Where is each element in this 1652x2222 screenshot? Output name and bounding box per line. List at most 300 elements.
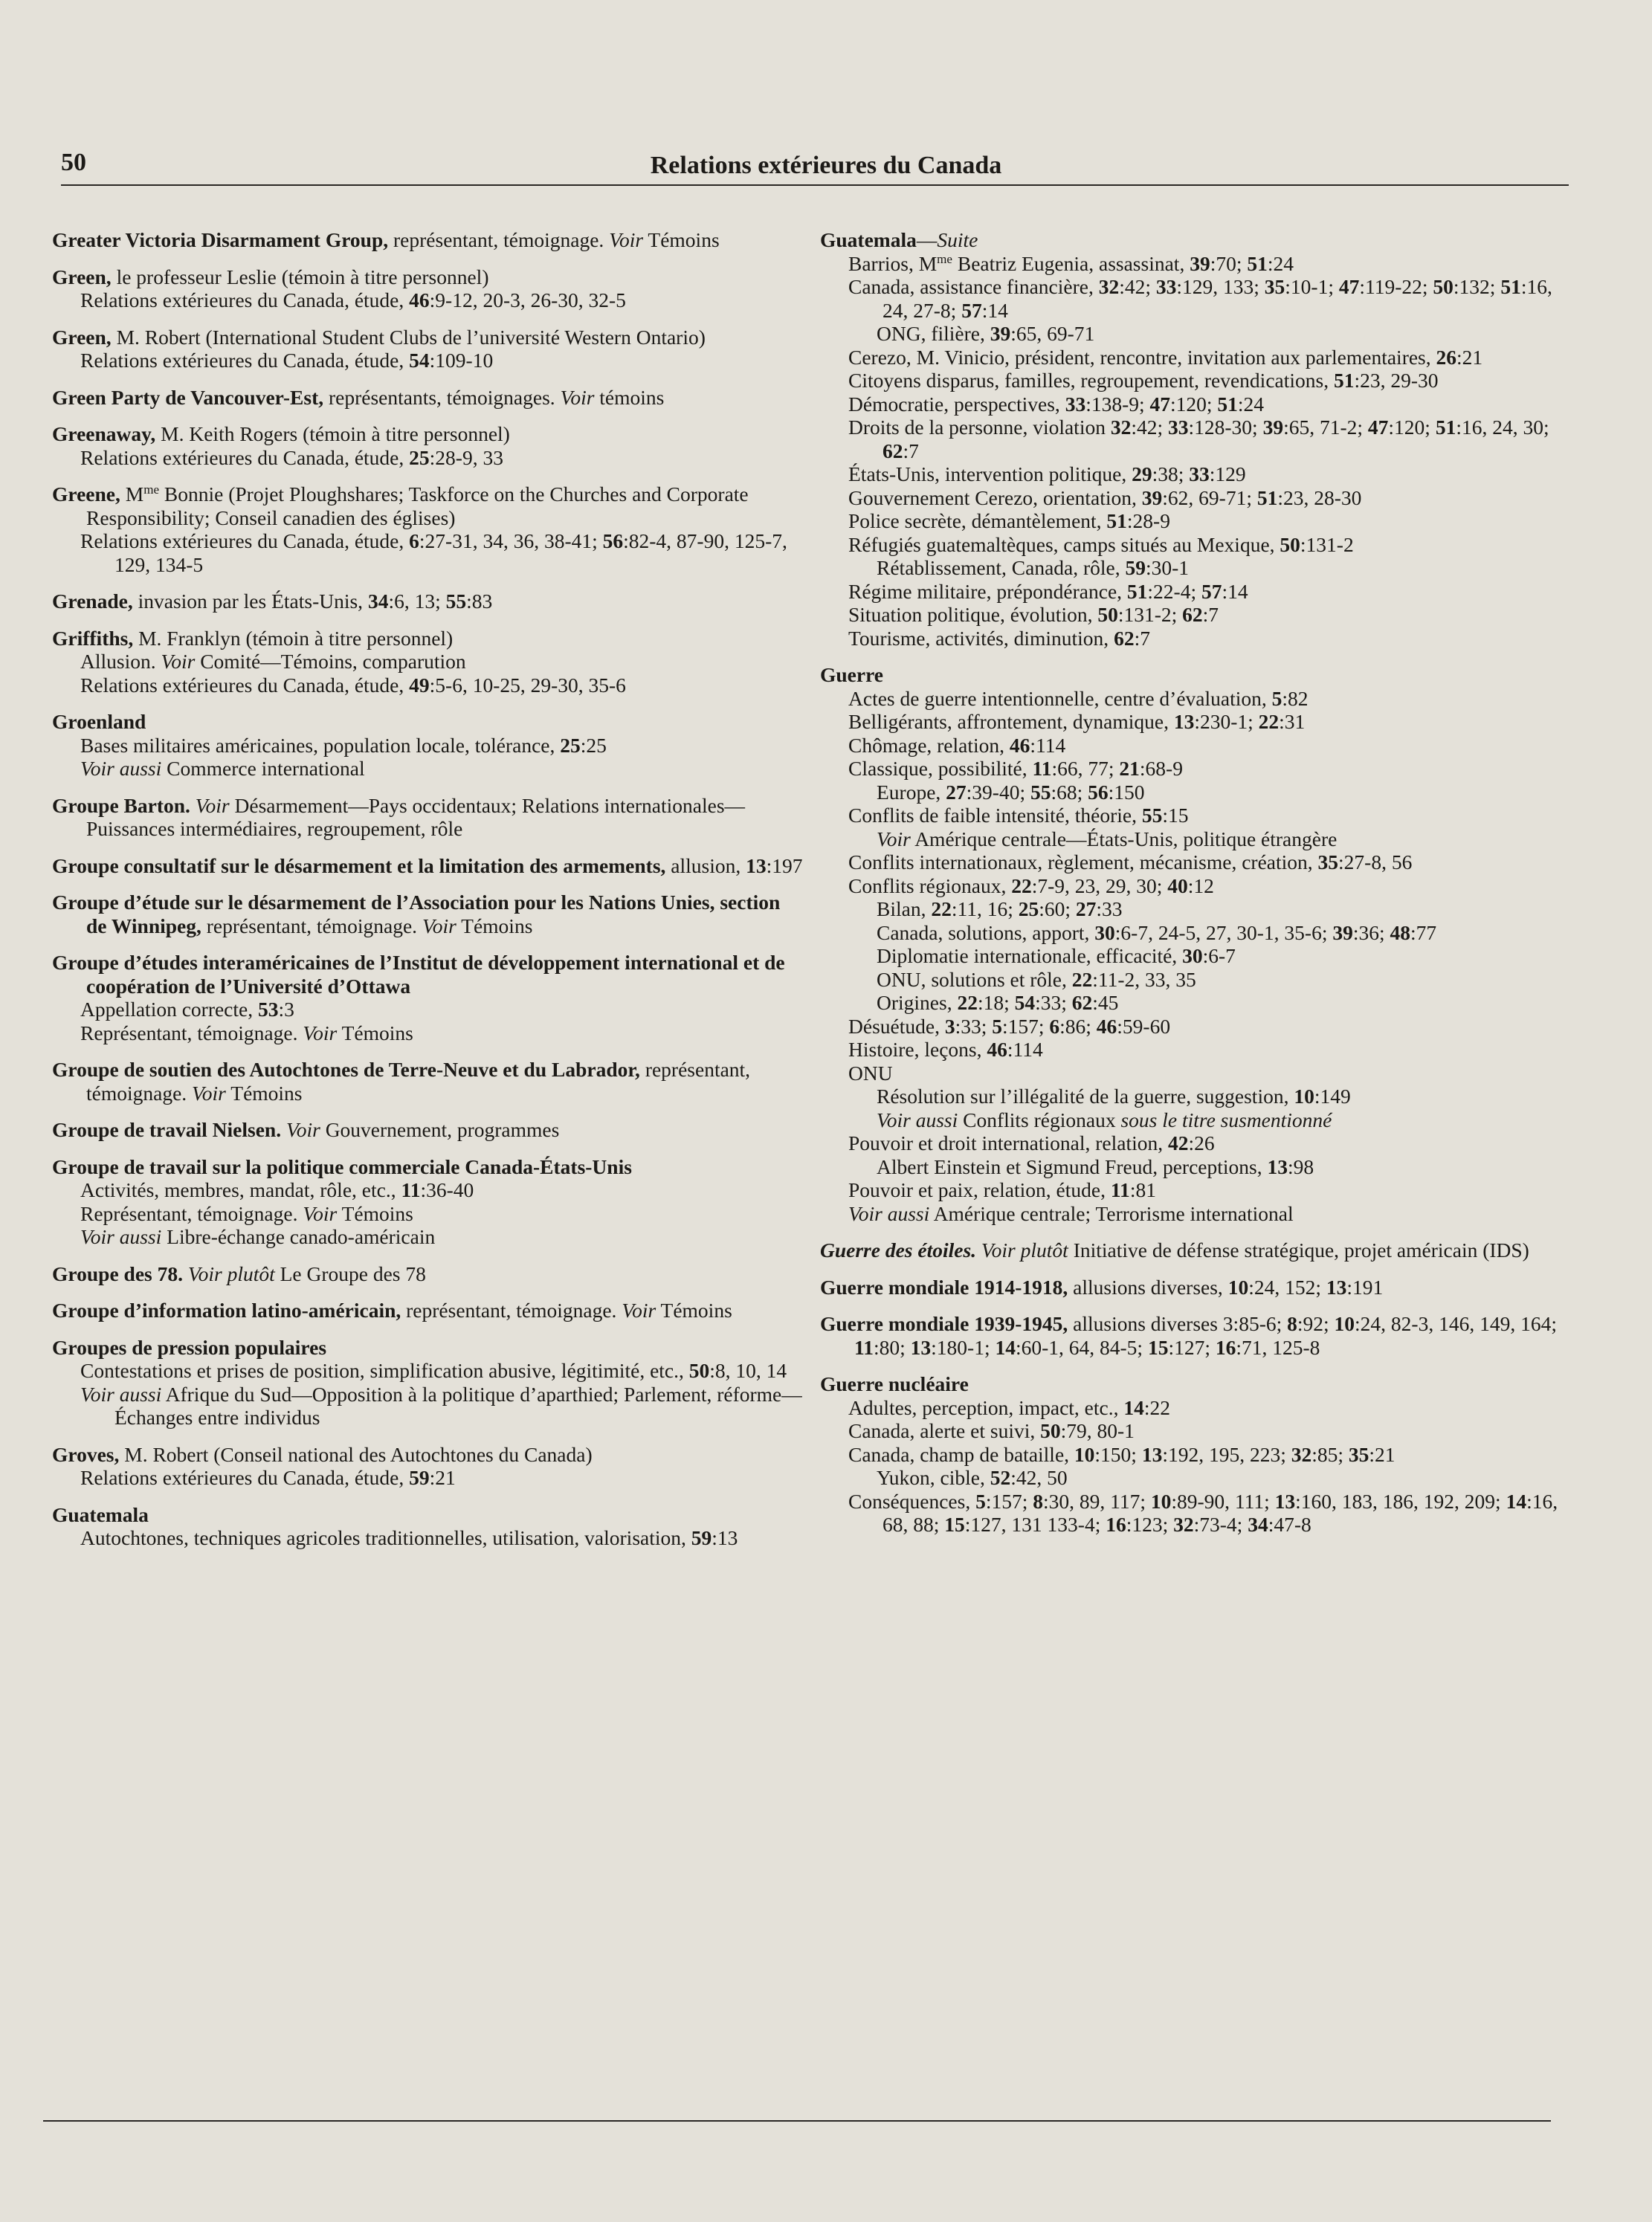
index-text-segment: Activités, membres, mandat, rôle, etc., <box>80 1178 401 1201</box>
index-text-segment: Le Groupe des 78 <box>274 1262 426 1285</box>
index-text-segment: 55 <box>445 590 467 613</box>
index-entry <box>820 1276 1564 1299</box>
index-text-segment: Appellation correcte, <box>80 998 258 1021</box>
index-text-segment: Voir aussi <box>80 757 162 780</box>
index-text-segment: :89-90, 111; <box>1171 1489 1275 1513</box>
index-subentry-line <box>820 393 1564 416</box>
index-text-segment: Représentant, témoignage. <box>80 1021 303 1044</box>
index-text-segment: Voir aussi <box>80 1225 162 1248</box>
index-subentry-line <box>820 1466 1564 1490</box>
index-text-segment: 62 <box>883 439 903 462</box>
index-text-segment: Adultes, perception, impact, etc., <box>848 1395 1124 1419</box>
index-text-segment: invasion par les États-Unis, <box>132 590 368 613</box>
index-heading-line <box>820 1372 1564 1396</box>
index-text-segment: Voir <box>422 914 456 937</box>
index-subentry-line <box>52 1178 803 1202</box>
index-text-segment: 50 <box>688 1359 710 1382</box>
index-text-segment: États-Unis, intervention politique, <box>848 462 1132 485</box>
index-text-segment: allusion, <box>665 853 746 877</box>
index-text-segment: :68; <box>1051 780 1088 804</box>
index-text-segment: Chômage, relation, <box>848 733 1010 757</box>
index-text-segment: 8 <box>1033 1489 1043 1513</box>
index-text-segment: ONU <box>848 1061 893 1085</box>
index-text-segment: :21 <box>1369 1442 1396 1466</box>
index-text-segment: :62, 69-71; <box>1162 485 1257 509</box>
index-text-segment: 55 <box>1141 804 1163 827</box>
index-subentry-line <box>820 1202 1564 1226</box>
index-text-segment: 34 <box>1248 1513 1268 1536</box>
index-subentry-line <box>820 1085 1564 1108</box>
index-text-segment: Amérique centrale; Terrorisme international <box>929 1201 1294 1225</box>
index-text-segment: Voir <box>285 1118 320 1141</box>
index-text-segment: :8, 10, 14 <box>709 1359 787 1382</box>
index-text-segment: :68-9 <box>1139 757 1183 780</box>
index-heading-line <box>52 1443 803 1467</box>
index-text-segment: :132; <box>1453 275 1501 298</box>
index-text-segment: Voir plutôt <box>981 1238 1068 1262</box>
index-text-segment: sous le titre susmentionné <box>1120 1108 1332 1131</box>
index-text-segment: Green, <box>52 325 112 349</box>
index-text-segment: 5 <box>992 1014 1002 1038</box>
index-text-segment: :28-9, 33 <box>429 445 503 469</box>
index-text-segment: Conflits de faible intensité, théorie, <box>848 804 1142 827</box>
index-text-segment: :160, 183, 186, 192, 209; <box>1295 1489 1506 1513</box>
index-text-segment: :127; <box>1168 1335 1216 1359</box>
index-text-segment: 32 <box>1110 416 1132 439</box>
index-text-segment: Résolution sur l’illégalité de la guerre, suggestion, <box>877 1085 1294 1108</box>
index-text-segment: Voir <box>303 1021 338 1044</box>
index-text-segment: :22-4; <box>1147 579 1201 603</box>
index-text-segment: :85; <box>1311 1442 1349 1466</box>
index-text-segment: :65, 69-71 <box>1010 322 1095 345</box>
index-text-segment: représentant, témoignage. <box>401 1299 622 1322</box>
index-text-segment: 11 <box>1110 1178 1130 1201</box>
index-text-segment: :24, 82-3, 146, 149, 164; <box>1355 1312 1557 1335</box>
index-text-segment: :197 <box>766 853 803 877</box>
index-text-segment: 59 <box>409 1466 430 1489</box>
index-text-segment: 51 <box>1435 416 1456 439</box>
index-text-segment: Canada, assistance financière, <box>848 275 1099 298</box>
index-text-segment: 46 <box>1096 1014 1117 1038</box>
index-text-segment: :129 <box>1209 462 1246 485</box>
index-subentry-line <box>820 533 1564 557</box>
index-text-segment: Voir <box>161 650 196 673</box>
index-text-segment: 10 <box>1334 1312 1355 1335</box>
index-text-segment: Groves, <box>52 1442 120 1466</box>
index-text-segment: Relations extérieures du Canada, étude, <box>80 288 410 311</box>
index-text-segment: 13 <box>1267 1154 1288 1178</box>
index-text-segment: Groupe des 78. <box>52 1262 183 1285</box>
index-subentry-line <box>52 650 803 674</box>
index-subentry-line <box>820 827 1564 851</box>
index-text-segment: 56 <box>1088 780 1109 804</box>
index-text-segment: Groupe de soutien des Autochtones de Terre-Neuve et du Labrador, <box>52 1058 640 1081</box>
index-entry <box>52 794 803 841</box>
index-text-segment: 29 <box>1132 462 1152 485</box>
index-text-segment: :18; <box>977 991 1015 1014</box>
index-heading-line <box>52 854 803 878</box>
index-heading-line <box>52 627 803 650</box>
index-text-segment: :119-22; <box>1359 275 1433 298</box>
index-heading-line <box>52 1299 803 1322</box>
index-text-segment: 27 <box>1075 897 1097 920</box>
index-entry <box>820 663 1564 1225</box>
index-entry <box>52 1262 803 1286</box>
running-header-title: Relations extérieures du Canada <box>650 152 1002 179</box>
index-text-segment: 33 <box>1155 275 1177 298</box>
index-text-segment: Groenland <box>52 710 146 733</box>
index-heading-line <box>52 891 803 937</box>
index-text-segment: 56 <box>602 529 624 552</box>
index-text-segment: 62 <box>1071 991 1093 1014</box>
index-text-segment: 59 <box>691 1526 712 1549</box>
index-subentry-line <box>820 416 1564 462</box>
index-text-segment: Classique, possibilité, <box>848 757 1033 780</box>
index-text-segment: 10 <box>1294 1085 1314 1108</box>
index-text-segment: 32 <box>1173 1513 1194 1536</box>
index-text-segment: 30 <box>1182 944 1203 967</box>
index-text-segment: Bonnie (Projet Ploughshares; Taskforce on the Churches and Corporate Responsibility; Conseil canadien des églises) <box>86 482 749 529</box>
index-text-segment: :73-4; <box>1193 1513 1248 1536</box>
index-text-segment: :59-60 <box>1117 1014 1171 1038</box>
index-text-segment: 52 <box>990 1466 1011 1489</box>
index-heading-line <box>52 1336 803 1360</box>
index-entry <box>52 1443 803 1490</box>
index-text-segment: Voir aussi <box>848 1201 930 1225</box>
index-text-segment: M <box>120 482 144 506</box>
index-entry <box>52 1155 803 1249</box>
index-text-segment: Guerre mondiale 1914-1918, <box>820 1275 1068 1299</box>
index-text-segment: 26 <box>1436 345 1457 369</box>
index-text-segment: Police secrète, démantèlement, <box>848 509 1107 532</box>
index-text-segment: :80; <box>873 1335 911 1359</box>
index-text-segment: :45 <box>1092 991 1119 1014</box>
index-text-segment: :150; <box>1094 1442 1142 1466</box>
index-text-segment: :16, 68, 88; <box>883 1489 1558 1536</box>
index-text-segment: :120; <box>1388 416 1436 439</box>
index-text-segment: Relations extérieures du Canada, étude, <box>80 529 410 552</box>
index-text-segment: Origines, <box>877 991 958 1014</box>
index-text-segment: le professeur Leslie (témoin à titre personnel) <box>111 265 489 288</box>
index-subentry-line <box>52 1202 803 1226</box>
index-text-segment: Relations extérieures du Canada, étude, <box>80 445 410 469</box>
index-text-segment: :13 <box>712 1526 738 1549</box>
index-text-segment: :6-7, 24-5, 27, 30-1, 35-6; <box>1114 920 1333 944</box>
index-entry <box>52 590 803 613</box>
index-heading-line <box>820 1312 1564 1359</box>
index-text-segment: 39 <box>1190 251 1210 275</box>
index-subentry-line <box>820 603 1564 627</box>
index-text-segment: Désuétude, <box>848 1014 945 1038</box>
index-heading-line <box>52 951 803 998</box>
index-subentry-line <box>820 580 1564 604</box>
footer-rule <box>43 2120 1551 2122</box>
index-text-segment: :70; <box>1210 251 1248 275</box>
index-text-segment: :79, 80-1 <box>1060 1419 1135 1442</box>
index-subentry-line <box>820 991 1564 1015</box>
index-text-segment: 62 <box>1114 626 1135 650</box>
index-text-segment: :12 <box>1187 873 1214 897</box>
index-text-segment: 6 <box>409 529 419 552</box>
index-heading-line <box>52 228 803 252</box>
index-text-segment: :21 <box>429 1466 456 1489</box>
index-subentry-line <box>52 288 803 312</box>
index-entry <box>52 891 803 937</box>
index-entry <box>52 326 803 372</box>
index-text-segment: :24 <box>1267 251 1294 275</box>
index-text-segment: :47-8 <box>1268 1513 1311 1536</box>
index-text-segment: :192, 195, 223; <box>1162 1442 1291 1466</box>
index-text-segment: 22 <box>931 897 952 920</box>
index-subentry-line <box>820 710 1564 734</box>
index-text-segment: :26 <box>1188 1131 1215 1154</box>
index-text-segment: :38; <box>1152 462 1190 485</box>
index-text-segment: ONG, filière, <box>877 322 990 345</box>
index-text-segment: représentant, témoignage. <box>388 228 610 251</box>
index-text-segment: 5 <box>1271 686 1282 710</box>
index-text-segment: :9-12, 20-3, 26-30, 32-5 <box>429 288 626 311</box>
index-text-segment: allusions diverses 3:85-6; <box>1068 1312 1288 1335</box>
index-text-segment: Initiative de défense stratégique, projet américain (IDS) <box>1068 1238 1529 1262</box>
index-text-segment: :42; <box>1119 275 1156 298</box>
index-text-segment: 27 <box>946 780 967 804</box>
index-text-segment: Témoins <box>656 1299 732 1322</box>
index-text-segment: :7 <box>903 439 919 462</box>
index-subentry-line <box>820 734 1564 758</box>
index-text-segment: M. Robert (Conseil national des Autochtones du Canada) <box>119 1442 593 1466</box>
index-subentry-line <box>820 1396 1564 1420</box>
index-text-segment: 50 <box>1280 532 1300 556</box>
index-text-segment: Guatemala <box>820 228 917 251</box>
index-subentry-line <box>820 874 1564 898</box>
index-text-segment: Greene, <box>52 482 120 506</box>
index-text-segment: M. Keith Rogers (témoin à titre personnel) <box>155 422 510 445</box>
index-subentry-line <box>820 897 1564 921</box>
index-text-segment: 14 <box>995 1335 1016 1359</box>
index-text-segment: 35 <box>1348 1442 1369 1466</box>
index-text-segment: Relations extérieures du Canada, étude, <box>80 349 410 372</box>
index-entry <box>820 1312 1564 1359</box>
index-text-segment: 16 <box>1215 1335 1236 1359</box>
index-text-segment: Conflits internationaux, règlement, mécanisme, création, <box>848 850 1318 873</box>
index-subentry-line <box>52 349 803 372</box>
index-heading-line <box>52 482 803 529</box>
index-text-segment: Voir plutôt <box>187 1262 275 1285</box>
index-text-segment: Europe, <box>877 780 946 804</box>
index-subentry-line <box>820 1015 1564 1039</box>
index-text-segment: 50 <box>1040 1419 1061 1442</box>
index-text-segment: représentant, témoignage. <box>86 1058 751 1105</box>
index-text-segment: Cerezo, M. Vinicio, président, rencontre, invitation aux parlementaires, <box>848 345 1436 369</box>
index-text-segment: :21 <box>1456 345 1483 369</box>
index-text-segment: Pouvoir et paix, relation, étude, <box>848 1178 1111 1201</box>
index-text-segment: Témoins <box>337 1021 413 1044</box>
index-subentry-line <box>820 687 1564 711</box>
index-text-segment: 15 <box>1147 1335 1169 1359</box>
index-text-segment: :230-1; <box>1194 710 1259 733</box>
index-text-segment: 48 <box>1390 920 1410 944</box>
index-text-segment: 50 <box>1433 275 1453 298</box>
index-text-segment: Groupe d’étude sur le désarmement de l’Association pour les Nations Unies, section de Winnipeg, <box>52 891 781 937</box>
index-text-segment: Voir aussi <box>80 1382 162 1406</box>
index-subentry-line <box>820 462 1564 486</box>
index-text-segment: 15 <box>944 1513 965 1536</box>
index-text-segment: :6-7 <box>1202 944 1236 967</box>
index-text-segment: :129, 133; <box>1176 275 1265 298</box>
index-text-segment: :150 <box>1108 780 1145 804</box>
index-text-segment: Belligérants, affrontement, dynamique, <box>848 710 1174 733</box>
index-text-segment: Contestations et prises de position, simplification abusive, légitimité, etc., <box>80 1359 689 1382</box>
index-heading-line <box>52 794 803 841</box>
index-text-segment: :83 <box>466 590 493 613</box>
index-text-segment: Témoins <box>456 914 533 937</box>
index-text-segment: 10 <box>1074 1442 1095 1466</box>
index-subentry-line <box>52 757 803 781</box>
index-text-segment: 11 <box>854 1335 874 1359</box>
index-text-segment: :131-2; <box>1117 603 1183 626</box>
index-text-segment: 33 <box>1168 416 1189 439</box>
index-text-segment: 47 <box>1338 275 1360 298</box>
index-heading-line <box>820 1276 1564 1299</box>
index-text-segment: :39-40; <box>966 780 1030 804</box>
index-subentry-line <box>52 1359 803 1383</box>
index-text-segment: Canada, alerte et suivi, <box>848 1419 1041 1442</box>
index-text-segment: :23, 29-30 <box>1354 369 1439 392</box>
index-text-segment: Green, <box>52 265 112 288</box>
index-entry <box>52 1058 803 1105</box>
index-text-segment <box>281 1118 286 1141</box>
index-subentry-line <box>820 346 1564 369</box>
index-text-segment: :82 <box>1282 686 1309 710</box>
index-text-segment: 39 <box>990 322 1011 345</box>
index-text-segment: Afrique du Sud—Opposition à la politique d’aparthied; Parlement, réforme—Échanges entre individus <box>114 1382 802 1429</box>
index-text-segment: Voir <box>877 827 911 850</box>
index-text-segment: 51 <box>1106 509 1127 532</box>
index-text-segment: 32 <box>1098 275 1120 298</box>
index-subentry-line <box>820 556 1564 580</box>
index-text-segment: témoins <box>594 385 665 409</box>
index-text-segment: :114 <box>1030 733 1066 757</box>
index-text-segment: me <box>143 482 160 497</box>
index-text-segment: Greenaway, <box>52 422 156 445</box>
index-heading-line <box>52 1503 803 1527</box>
index-entry <box>52 854 803 878</box>
index-text-segment: 55 <box>1030 780 1051 804</box>
index-text-segment: Démocratie, perspectives, <box>848 392 1065 416</box>
index-subentry-line <box>820 322 1564 346</box>
index-text-segment <box>190 794 196 817</box>
index-text-segment: :15 <box>1162 804 1189 827</box>
index-text-segment: 35 <box>1264 275 1285 298</box>
index-text-segment: 13 <box>1326 1275 1347 1299</box>
index-text-segment: Guerre mondiale 1939-1945, <box>820 1312 1068 1335</box>
index-text-segment: 5 <box>975 1489 986 1513</box>
index-text-segment: Régime militaire, prépondérance, <box>848 579 1127 603</box>
index-text-segment: 13 <box>1173 710 1195 733</box>
index-text-segment: 46 <box>409 288 430 311</box>
index-text-segment: :60-1, 64, 84-5; <box>1015 1335 1148 1359</box>
index-text-segment: Yukon, cible, <box>877 1466 990 1489</box>
index-subentry-line <box>820 1419 1564 1443</box>
index-text-segment: :23, 28-30 <box>1277 485 1362 509</box>
index-subentry-line <box>820 369 1564 393</box>
index-text-segment: :138-9; <box>1085 392 1150 416</box>
index-text-segment: :14 <box>1222 579 1248 603</box>
index-subentry-line <box>820 1062 1564 1085</box>
index-subentry-line <box>820 1178 1564 1202</box>
index-text-segment: 35 <box>1317 850 1339 873</box>
index-text-segment: 30 <box>1094 920 1115 944</box>
index-text-segment: 14 <box>1123 1395 1144 1419</box>
index-text-segment: :30, 89, 117; <box>1042 1489 1151 1513</box>
index-text-segment: Groupe d’études interaméricaines de l’Institut de développement international et de coopération de l’Université d’Ottawa <box>52 951 785 998</box>
index-text-segment: :36; <box>1352 920 1390 944</box>
index-text-segment: 16 <box>1106 1513 1126 1536</box>
index-entry <box>52 386 803 410</box>
index-text-segment: :33; <box>1035 991 1072 1014</box>
index-entry <box>820 1372 1564 1537</box>
index-text-segment: :92; <box>1297 1312 1335 1335</box>
index-text-segment: 51 <box>1333 369 1355 392</box>
index-text-segment: Autochtones, techniques agricoles traditionnelles, utilisation, valorisation, <box>80 1526 691 1549</box>
index-text-segment: 51 <box>1256 485 1278 509</box>
index-text-segment: 13 <box>1274 1489 1296 1513</box>
index-entry <box>52 422 803 469</box>
index-text-segment: Voir <box>609 228 644 251</box>
index-text-segment: 47 <box>1149 392 1171 416</box>
index-heading-line <box>52 590 803 613</box>
index-text-segment: Libre-échange canado-américain <box>161 1225 436 1248</box>
index-text-segment: :36-40 <box>420 1178 474 1201</box>
index-text-segment: :16, 24, 27-8; <box>883 275 1552 322</box>
index-text-segment: Voir <box>303 1201 338 1225</box>
index-text-segment: 13 <box>910 1335 932 1359</box>
index-text-segment: 51 <box>1126 579 1148 603</box>
index-text-segment: Beatriz Eugenia, assassinat, <box>952 251 1190 275</box>
index-text-segment: 50 <box>1097 603 1118 626</box>
index-text-segment: :81 <box>1129 1178 1156 1201</box>
index-text-segment: Actes de guerre intentionnelle, centre d’évaluation, <box>848 686 1272 710</box>
index-text-segment: Relations extérieures du Canada, étude, <box>80 1466 410 1489</box>
index-text-segment: :16, 24, 30; <box>1456 416 1549 439</box>
index-text-segment: Désarmement—Pays occidentaux; Relations internationales—Puissances intermédiaires, regroupement, rôle <box>86 793 746 840</box>
index-text-segment: :33; <box>955 1014 993 1038</box>
index-text-segment: 62 <box>1182 603 1203 626</box>
index-text-segment: représentant, témoignage. <box>201 914 422 937</box>
index-text-segment: :24, 152; <box>1248 1275 1326 1299</box>
index-text-segment: 53 <box>258 998 279 1021</box>
index-subentry-line <box>820 968 1564 992</box>
index-text-segment: 59 <box>1125 556 1146 579</box>
index-text-segment: 22 <box>957 991 978 1014</box>
index-text-segment: Témoins <box>643 228 720 251</box>
index-subentry-line <box>820 252 1564 276</box>
index-text-segment: M. Franklyn (témoin à titre personnel) <box>133 626 454 650</box>
index-text-segment: Gouvernement, programmes <box>320 1118 560 1141</box>
index-text-segment: :66, 77; <box>1051 757 1120 780</box>
index-text-segment: 51 <box>1247 251 1268 275</box>
index-heading-line <box>52 422 803 446</box>
index-subentry-line <box>820 944 1564 968</box>
header-rule <box>61 184 1569 186</box>
index-text-segment: :149 <box>1314 1085 1351 1108</box>
index-text-segment: :82-4, 87-90, 125-7, 129, 134-5 <box>114 529 787 576</box>
index-text-segment: 34 <box>367 590 389 613</box>
index-text-segment: :42, 50 <box>1010 1466 1068 1489</box>
index-text-segment: :127, 131 133-4; <box>964 1513 1106 1536</box>
index-text-segment: Commerce international <box>161 757 365 780</box>
index-heading-line <box>820 1238 1564 1262</box>
